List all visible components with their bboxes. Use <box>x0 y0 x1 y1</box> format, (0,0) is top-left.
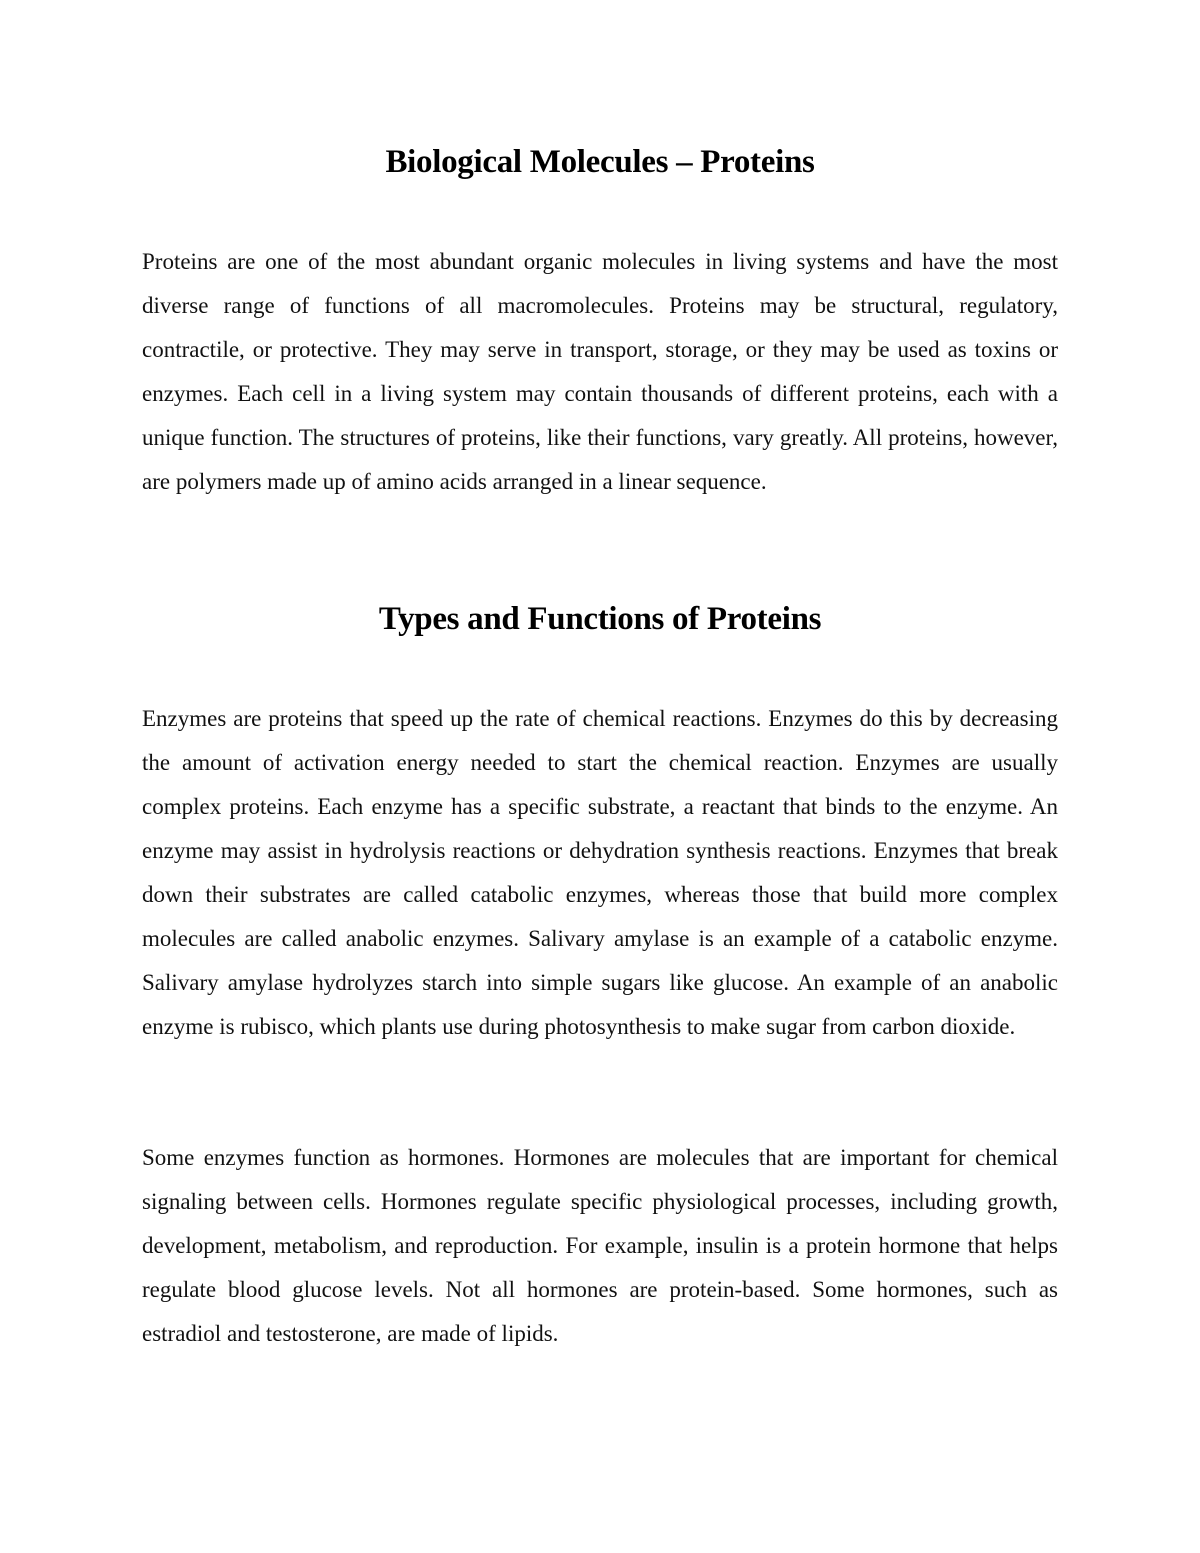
intro-paragraph: Proteins are one of the most abundant organic molecules in living systems and have the most diverse range of functions of all macromolecules. Proteins may be structural, regulatory, contractile, or protective. They may serve in transport, storage, or they may be used as toxins or enzymes. Each cell in a living system may contain thousands of different proteins, each with a unique function. The structures of proteins, like their functions, vary greatly. All proteins, however, are polymers made up of amino acids arranged in a linear sequence. <box>142 249 1058 494</box>
enzymes-paragraph: Enzymes are proteins that speed up the rate of chemical reactions. Enzymes do this by decreasing the amount of activation energy needed to start the chemical reaction. Enzymes are usually complex proteins. Each enzyme has a specific substrate, a reactant that binds to the enzyme. An enzyme may assist in hydrolysis reactions or dehydration synthesis reactions. Enzymes that break down their substrates are called catabolic enzymes, whereas those that build more complex molecules are called anabolic enzymes. Salivary amylase is an example of a catabolic enzyme. Salivary amylase hydrolyzes starch into simple sugars like glucose. An example of an anabolic enzyme is rubisco, which plants use during photosynthesis to make sugar from carbon dioxide. <box>142 706 1058 1039</box>
page-title: Biological Molecules – Proteins <box>385 144 815 180</box>
section-heading: Types and Functions of Proteins <box>378 601 822 637</box>
hormones-paragraph: Some enzymes function as hormones. Hormones are molecules that are important for chemical signaling between cells. Hormones regulate specific physiological processes, including growth, development, metabolism, and reproduction. For example, insulin is a protein hormone that helps regulate blood glucose levels. Not all hormones are protein-based. Some hormones, such as estradiol and testosterone, are made of lipids. <box>142 1145 1058 1346</box>
